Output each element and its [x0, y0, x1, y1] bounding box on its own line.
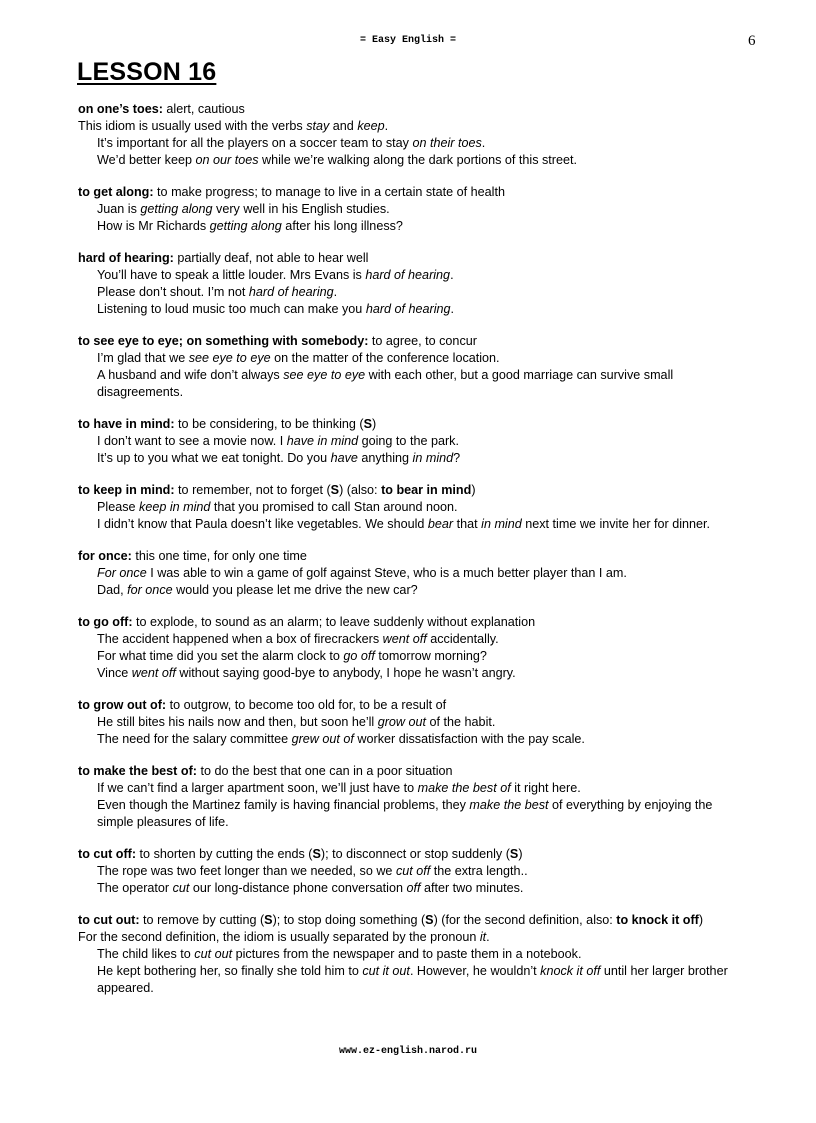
text-run: Dad,: [97, 583, 128, 597]
text-run: of the habit.: [426, 715, 496, 729]
idiom-italic: see eye to eye: [283, 368, 366, 382]
page-header: = Easy English =: [359, 35, 456, 46]
term-bold: S: [330, 483, 340, 497]
text-run: I was able to win a game of golf against Steve, who is a much better player than I am.: [146, 566, 627, 580]
example-sentence: [78, 714, 750, 731]
text-run: tomorrow morning?: [374, 649, 487, 663]
text-run: ); to disconnect or stop suddenly (: [320, 847, 510, 861]
text-run: Vince: [97, 666, 132, 680]
idiom-entry-to-go-off: [78, 614, 750, 682]
text-run: alert, cautious: [162, 102, 245, 116]
text-run: .: [384, 119, 389, 133]
text-run: .: [333, 285, 338, 299]
text-run: accidentally.: [426, 632, 499, 646]
example-sentence: [78, 631, 750, 648]
idiom-entry-to-cut-out: [78, 912, 750, 997]
idiom-list: [78, 101, 750, 1012]
example-sentence: [78, 433, 750, 450]
text-run: The child likes to: [97, 947, 195, 961]
idiom-italic: hard of hearing: [365, 268, 451, 282]
example-sentence: [78, 963, 750, 997]
idiom-definition: [78, 763, 750, 780]
idiom-italic: went off: [131, 666, 176, 680]
idiom-italic: on their toes: [412, 136, 482, 150]
text-run: Listening to loud music too much can make you: [97, 302, 366, 316]
usage-note: [78, 929, 750, 946]
example-sentence: [78, 648, 750, 665]
text-run: anything: [357, 451, 413, 465]
text-run: Please: [97, 500, 140, 514]
term-bold: to bear in mind: [381, 483, 472, 497]
idiom-italic: stay: [306, 119, 330, 133]
text-run: would you please let me drive the new car?: [172, 583, 418, 597]
term-bold: S: [264, 913, 273, 927]
example-sentence: [78, 731, 750, 748]
text-run: to make progress; to manage to live in a certain state of health: [153, 185, 505, 199]
idiom-italic: for once: [127, 583, 173, 597]
idiom-italic: For once: [97, 566, 147, 580]
idiom-entry-to-see-eye-to-eye: [78, 333, 750, 401]
idiom-italic: see eye to eye: [188, 351, 271, 365]
text-run: after his long illness?: [281, 219, 403, 233]
example-sentence: [78, 797, 750, 831]
idiom-italic: on our toes: [195, 153, 259, 167]
term-bold: to have in mind:: [78, 417, 175, 431]
idiom-definition: [78, 548, 750, 565]
text-run: ): [471, 483, 476, 497]
text-run: ); to stop doing something (: [272, 913, 426, 927]
idiom-definition: [78, 697, 750, 714]
text-run: .: [486, 930, 490, 944]
text-run: He kept bothering her, so finally she told him to: [97, 964, 363, 978]
text-run: ) (for the second definition, also:: [433, 913, 617, 927]
text-run: He still bites his nails now and then, but soon he’ll: [97, 715, 378, 729]
text-run: to remove by cutting (: [139, 913, 265, 927]
term-bold: to keep in mind:: [78, 483, 175, 497]
idiom-definition: [78, 846, 750, 863]
idiom-italic: hard of hearing: [248, 285, 334, 299]
text-run: If we can’t find a larger apartment soon, we’ll just have to: [97, 781, 418, 795]
term-bold: on one’s toes:: [78, 102, 163, 116]
text-run: It’s important for all the players on a soccer team to stay: [97, 136, 413, 150]
text-run: pictures from the newspaper and to paste them in a notebook.: [232, 947, 582, 961]
example-sentence: [78, 267, 750, 284]
text-run: to outgrow, to become too old for, to be a result of: [166, 698, 447, 712]
idiom-definition: [78, 184, 750, 201]
idiom-italic: hard of hearing: [365, 302, 451, 316]
text-run: this one time, for only one time: [131, 549, 307, 563]
text-run: Juan is: [97, 202, 141, 216]
text-run: The need for the salary committee: [97, 732, 292, 746]
text-run: it right here.: [510, 781, 581, 795]
text-run: ?: [453, 451, 461, 465]
idiom-italic: keep in mind: [139, 500, 211, 514]
idiom-italic: it: [479, 930, 487, 944]
example-sentence: [78, 367, 750, 401]
text-run: I don’t want to see a movie now. I: [97, 434, 287, 448]
idiom-italic: have in mind: [286, 434, 359, 448]
text-run: to shorten by cutting the ends (: [136, 847, 313, 861]
text-run: You’ll have to speak a little louder. Mrs Evans is: [97, 268, 366, 282]
text-run: .: [450, 268, 454, 282]
example-sentence: [78, 152, 750, 169]
example-sentence: [78, 665, 750, 682]
idiom-definition: [78, 416, 750, 433]
example-sentence: [78, 218, 750, 235]
text-run: I didn’t know that Paula doesn’t like vegetables. We should: [97, 517, 428, 531]
text-run: to be considering, to be thinking (: [174, 417, 364, 431]
page-footer: www.ez-english.narod.ru: [338, 1046, 478, 1057]
text-run: ): [518, 847, 523, 861]
text-run: ) (also:: [339, 483, 382, 497]
text-run: .: [481, 136, 486, 150]
text-run: on the matter of the conference location.: [270, 351, 500, 365]
example-sentence: [78, 450, 750, 467]
idiom-italic: went off: [382, 632, 427, 646]
term-bold: for once:: [78, 549, 132, 563]
text-run: with each other, but a good marriage can survive small disagreements.: [97, 368, 674, 399]
idiom-entry-to-make-the-best-of: [78, 763, 750, 831]
text-run: The rope was two feet longer than we needed, so we: [97, 864, 396, 878]
text-run: without saying good-bye to anybody, I hope he wasn’t angry.: [175, 666, 516, 680]
idiom-definition: [78, 333, 750, 350]
idiom-italic: cut out: [194, 947, 233, 961]
idiom-entry-to-keep-in-mind: [78, 482, 750, 533]
text-run: It’s up to you what we eat tonight. Do you: [97, 451, 331, 465]
text-run: until her larger brother appeared.: [97, 964, 728, 995]
idiom-italic: grew out of: [291, 732, 354, 746]
example-sentence: [78, 499, 750, 516]
idiom-entry-to-get-along: [78, 184, 750, 235]
idiom-italic: go off: [343, 649, 375, 663]
text-run: ): [698, 913, 704, 927]
text-run: A husband and wife don’t always: [97, 368, 284, 382]
text-run: Please don’t shout. I’m not: [97, 285, 249, 299]
example-sentence: [78, 350, 750, 367]
text-run: For what time did you set the alarm clock to: [97, 649, 344, 663]
text-run: Even though the Martinez family is having financial problems, they: [97, 798, 470, 812]
idiom-definition: [78, 482, 750, 499]
text-run: The operator: [97, 881, 173, 895]
text-run: the extra length..: [430, 864, 528, 878]
example-sentence: [78, 201, 750, 218]
text-run: to explode, to sound as an alarm; to leave suddenly without explanation: [132, 615, 536, 629]
text-run: to agree, to concur: [368, 334, 477, 348]
text-run: to do the best that one can in a poor situation: [196, 764, 453, 778]
idiom-definition: [78, 912, 750, 929]
term-bold: to cut out:: [78, 913, 140, 927]
example-sentence: [78, 582, 750, 599]
example-sentence: [78, 284, 750, 301]
term-bold: S: [312, 847, 321, 861]
text-run: ): [372, 417, 377, 431]
term-bold: to make the best of:: [78, 764, 197, 778]
idiom-italic: have: [330, 451, 358, 465]
idiom-entry-to-cut-off: [78, 846, 750, 897]
text-run: partially deaf, not able to hear well: [173, 251, 369, 265]
term-bold: S: [363, 417, 372, 431]
text-run: our long-distance phone conversation: [189, 881, 407, 895]
idiom-italic: getting along: [209, 219, 282, 233]
idiom-entry-on-ones-toes: [78, 101, 750, 169]
idiom-entry-to-have-in-mind: [78, 416, 750, 467]
text-run: and: [329, 119, 358, 133]
text-run: next time we invite her for dinner.: [521, 517, 711, 531]
example-sentence: [78, 780, 750, 797]
text-run: . However, he wouldn’t: [409, 964, 541, 978]
example-sentence: [78, 516, 750, 533]
idiom-italic: getting along: [140, 202, 213, 216]
term-bold: to go off:: [78, 615, 133, 629]
idiom-italic: cut off: [395, 864, 431, 878]
term-bold: to grow out of:: [78, 698, 167, 712]
usage-note: [78, 118, 750, 135]
page-number: 6: [748, 33, 756, 49]
text-run: very well in his English studies.: [212, 202, 390, 216]
term-bold: hard of hearing:: [78, 251, 174, 265]
idiom-italic: knock it off: [540, 964, 601, 978]
text-run: This idiom is usually used with the verbs: [78, 119, 307, 133]
term-bold: S: [509, 847, 519, 861]
text-run: How is Mr Richards: [97, 219, 210, 233]
text-run: after two minutes.: [420, 881, 524, 895]
example-sentence: [78, 946, 750, 963]
example-sentence: [78, 135, 750, 152]
example-sentence: [78, 565, 750, 582]
term-bold: to knock it off: [616, 913, 699, 927]
text-run: to remember, not to forget (: [174, 483, 331, 497]
idiom-italic: bear: [427, 517, 454, 531]
idiom-italic: make the best: [469, 798, 549, 812]
idiom-italic: off: [406, 881, 421, 895]
text-run: The accident happened when a box of firecrackers: [97, 632, 383, 646]
text-run: that: [453, 517, 482, 531]
idiom-italic: cut: [172, 881, 190, 895]
idiom-definition: [78, 614, 750, 631]
lesson-title: LESSON 16: [77, 58, 217, 86]
idiom-entry-hard-of-hearing: [78, 250, 750, 318]
text-run: We’d better keep: [97, 153, 196, 167]
text-run: going to the park.: [358, 434, 459, 448]
text-run: of everything by enjoying the simple pleasures of life.: [97, 798, 713, 829]
idiom-italic: cut it out: [362, 964, 410, 978]
text-run: while we’re walking along the dark portions of this street.: [258, 153, 578, 167]
text-run: For the second definition, the idiom is usually separated by the pronoun: [78, 930, 480, 944]
text-run: .: [450, 302, 455, 316]
text-run: that you promised to call Stan around noon.: [210, 500, 458, 514]
idiom-entry-for-once: [78, 548, 750, 599]
idiom-italic: in mind: [481, 517, 522, 531]
idiom-italic: in mind: [412, 451, 454, 465]
example-sentence: [78, 301, 750, 318]
idiom-italic: make the best of: [417, 781, 511, 795]
text-run: I’m glad that we: [97, 351, 189, 365]
idiom-italic: grow out: [377, 715, 427, 729]
term-bold: S: [425, 913, 434, 927]
idiom-definition: [78, 250, 750, 267]
idiom-entry-to-grow-out-of: [78, 697, 750, 748]
text-run: worker dissatisfaction with the pay scale.: [353, 732, 585, 746]
term-bold: to get along:: [78, 185, 154, 199]
term-bold: to cut off:: [78, 847, 137, 861]
idiom-definition: [78, 101, 750, 118]
term-bold: to see eye to eye; on something with somebody:: [78, 334, 369, 348]
example-sentence: [78, 863, 750, 880]
idiom-italic: keep: [357, 119, 385, 133]
example-sentence: [78, 880, 750, 897]
